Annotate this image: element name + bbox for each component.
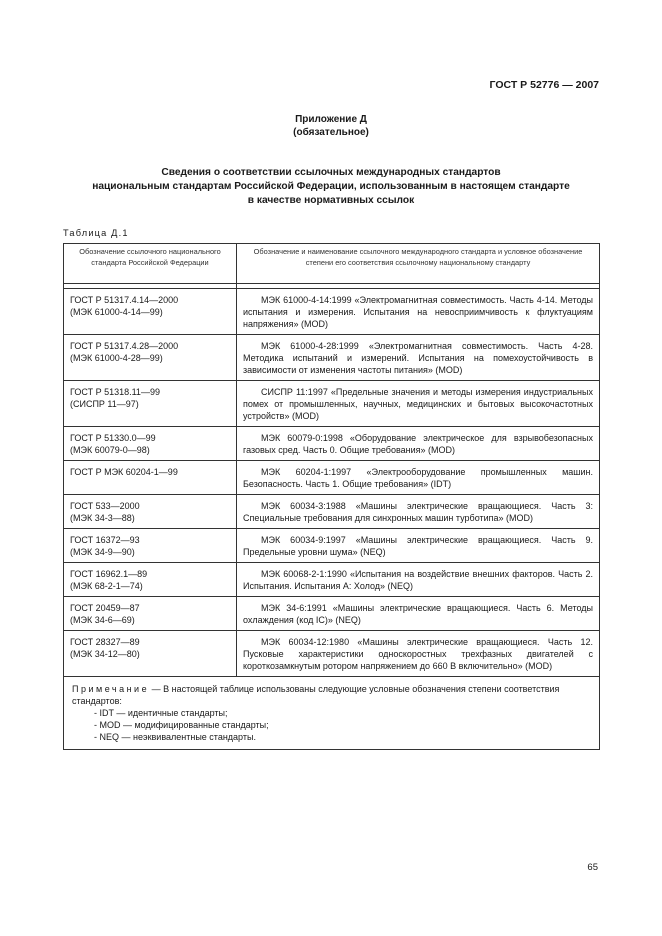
table-row [64, 289, 600, 335]
international-standard-cell: МЭК 60079-0:1998 «Оборудование электрическое для взрывобезопасных газовых сред. Часть 0. Общие требования» (MOD) [237, 427, 600, 461]
table-row [64, 597, 600, 631]
national-standard-cell: ГОСТ 533—2000 (МЭК 34-3—88) [64, 495, 237, 529]
table-note-row [64, 677, 600, 750]
table-row [64, 631, 600, 677]
heading-line-3: в качестве нормативных ссылок [247, 195, 415, 206]
note-body: — В настоящей таблице использованы следующие условные обозначения степени соответствия стандартов: [72, 684, 560, 706]
international-standard-cell: МЭК 61000-4-14:1999 «Электромагнитная совместимость. Часть 4-14. Методы испытания и измерения. Испытания на невосприимчивость к флуктуациям напряжения» (MOD) [237, 289, 600, 335]
table-label: Таблица Д.1 [63, 228, 129, 238]
table-row [64, 529, 600, 563]
note-item-mod: - MOD — модифицированные стандарты; [94, 720, 269, 730]
national-standard-cell: ГОСТ 16372—93 (МЭК 34-9—90) [64, 529, 237, 563]
annex-status: (обязательное) [293, 127, 369, 138]
note-item-neq: - NEQ — неэквивалентные стандарты. [94, 732, 256, 742]
international-standard-cell: МЭК 34-6:1991 «Машины электрические вращающиеся. Часть 6. Методы охлаждения (код IC)» (NEQ) [237, 597, 600, 631]
table-header-row [64, 244, 600, 284]
international-standard-cell: МЭК 60034-12:1980 «Машины электрические вращающиеся. Часть 12. Пусковые характеристики односкоростных трехфазных двигателей с короткозамкнутым ротором напряжением до 660 В включительно» (MOD) [237, 631, 600, 677]
table-row [64, 461, 600, 495]
international-standard-cell: МЭК 60034-9:1997 «Машины электрические вращающиеся. Часть 9. Предельные уровни шума» (NEQ) [237, 529, 600, 563]
international-standard-cell: МЭК 61000-4-28:1999 «Электромагнитная совместимость. Часть 4-28. Методика испытаний и измерений. Испытания на помехоустойчивость в зависимости от изменения частоты питания» (MOD) [237, 335, 600, 381]
national-standard-cell: ГОСТ 28327—89 (МЭК 34-12—80) [64, 631, 237, 677]
col-header-national: Обозначение ссылочного национального стандарта Российской Федерации [64, 244, 237, 284]
national-standard-cell: ГОСТ Р 51330.0—99 (МЭК 60079-0—98) [64, 427, 237, 461]
section-heading [40, 166, 622, 208]
international-standard-cell: МЭК 60068-2-1:1990 «Испытания на воздействие внешних факторов. Часть 2. Испытания. Испытания А: Холод» (NEQ) [237, 563, 600, 597]
heading-line-1: Сведения о соответствии ссылочных международных стандартов [161, 167, 501, 178]
note-item-idt: - IDT — идентичные стандарты; [94, 708, 228, 718]
correspondence-table [63, 243, 600, 750]
note-text [72, 683, 591, 707]
page-number: 65 [587, 862, 598, 873]
note-title: Примечание [72, 684, 150, 694]
table-note [64, 677, 600, 750]
table-row [64, 563, 600, 597]
national-standard-cell: ГОСТ 20459—87 (МЭК 34-6—69) [64, 597, 237, 631]
national-standard-cell: ГОСТ Р 51318.11—99 (СИСПР 11—97) [64, 381, 237, 427]
annex-title: Приложение Д [295, 114, 367, 125]
table-row [64, 495, 600, 529]
heading-line-2: национальным стандартам Российской Федерации, использованным в настоящем стандарте [92, 181, 570, 192]
table-row [64, 335, 600, 381]
standard-code: ГОСТ Р 52776 — 2007 [489, 79, 599, 91]
table-row [64, 427, 600, 461]
annex-header [0, 113, 662, 139]
col-header-international: Обозначение и наименование ссылочного международного стандарта и условное обозначение степени его соответствия ссылочному национальному стандарту [237, 244, 600, 284]
table-row [64, 381, 600, 427]
international-standard-cell: МЭК 60034-3:1988 «Машины электрические вращающиеся. Часть 3: Специальные требования для синхронных машин турботипа» (MOD) [237, 495, 600, 529]
national-standard-cell: ГОСТ Р 51317.4.14—2000 (МЭК 61000-4-14—99) [64, 289, 237, 335]
international-standard-cell: МЭК 60204-1:1997 «Электрооборудование промышленных машин. Безопасность. Часть 1. Общие требования» (IDT) [237, 461, 600, 495]
national-standard-cell: ГОСТ Р МЭК 60204-1—99 [64, 461, 237, 495]
national-standard-cell: ГОСТ 16962.1—89 (МЭК 68-2-1—74) [64, 563, 237, 597]
international-standard-cell: СИСПР 11:1997 «Предельные значения и методы измерения индустриальных помех от промышленных, научных, медицинских и бытовых высокочастотных устройств» (MOD) [237, 381, 600, 427]
national-standard-cell: ГОСТ Р 51317.4.28—2000 (МЭК 61000-4-28—99) [64, 335, 237, 381]
